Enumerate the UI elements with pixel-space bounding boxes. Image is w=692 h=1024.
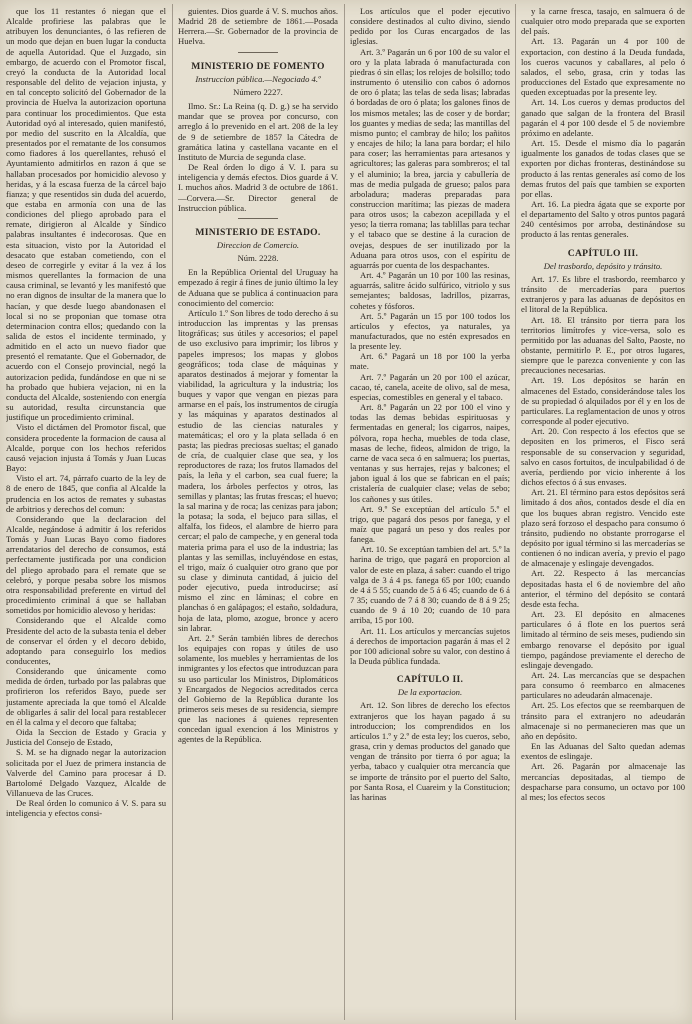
paragraph: Considerando que el Alcalde como Presidente del acto de la subasta tenia el deber de conservar el órden y el decoro debido, adoptando para conseguirlo los medios conducentes,	[6, 615, 166, 666]
column-2	[178, 6, 338, 1020]
paragraph: Art. 17. Es libre el trasbordo, reembarco y tránsito de mercaderías para puertos extranjeros y para las aduanas de depósitos en el litoral de la República.	[521, 273, 685, 315]
paragraph: Art. 10. Se exceptúan tambien del art. 5.º la harina de trigo, que pagará en proporcion al valor de este en plaza, á saber: cuando el trigo valga de 3 á 4 ps. fanega 65 por 100; cuando de 4 á 5 55; cuando de 5 á 6 45; cuando de 6 á 7 35; cuando de 7 á 8 30; cuando de 8 á 9 25; cuando de 9 á 10 20; cuando de 10 para arriba, 15 por 100.	[350, 544, 510, 626]
paragraph: En las Aduanas del Salto quedan ademas exentos de eslingaje.	[521, 741, 685, 762]
column-divider	[172, 4, 173, 1020]
paragraph: guientes. Dios guarde á V. S. muchos años. Madrid 28 de setiembre de 1861.—Posada Herrera.—Sr. Gobernador de la provincia de Huelva.	[178, 6, 338, 47]
paragraph: Art. 11. Los artículos y mercancías sujetos á derechos de importacion pagarán á mas el 2 por 100 adicional sobre su valor, con destino á la Deuda pública fundada.	[350, 625, 510, 666]
paragraph: De Real órden lo comunico á V. S. para su inteligencia y efectos consi-	[6, 798, 166, 819]
paragraph: Artículo 1.º Son libres de todo derecho á su introduccion las imprentas y las prensas litográficas; sus útiles y accesorios; el papel de uso exclusivo para imprimir; los libros y papeles impresos; los mapas y globos geográficos; toda clase de máquinas y aparatos destinados á mejorar y fomentar la viabilidad, la agricultura y la industria; los buques y vapor que vengan en piezas para armarse en el país, los instrumentos de cirugía y las máquinas y aparatos destinados al estudio de las ciencias naturales y matemáticas; el oro y la plata sellada ó en pasta; las piedras preciosas sueltas; el ganado de cría, de cualquier clase que sea, y los reproductores de raza; los frutos llamados del país, la leña y el carbon, sea cual fuere; la madera, los árboles perfectos y otros, las semillas y plantas; las frutas frescas; el huevo; la sal marina y de roca; las cenizas para jabon; la potasa; la soda, el bejuco para sillas, el alfalfa, los fideos, el alambre de hierro para cercar; el palo de campeche, y en general toda materia prima para el uso de la industria; las plantas y las semillas, incluyéndose en estas, el trigo, maíz ó cualquier otro grano que por su clase y diminuta cantidad, á juicio del poder ejecutivo, pueda introducirse; así mismo el zinc en láminas; el cobre en planchas ó en galápagos; el estaño, soldadura, hoja de lata, plomo, azogue, bronce y acero sin labrar.	[178, 307, 338, 633]
paragraph: Art. 4.º Pagarán un 10 por 100 las resinas, aguarrás, salitre ácido sulfúrico, vitriolo y sus semejantes; baldosas, ladrillos, pizarras, cohetes y fósforos.	[350, 270, 510, 311]
paragraph: De Real órden lo digo á V. I. para su inteligencia y demás efectos. Dios guarde á V. I. muchos años. Madrid 3 de octubre de 1861.—Corvera.—Sr. Director general de Instruccion pública.	[178, 162, 338, 213]
paragraph: Visto el art. 74, párrafo cuarto de la ley de 8 de enero de 1845, que confia al Alcalde la prudencia en los actos de remates y subastas de arbitrios y derechos del comun:	[6, 473, 166, 514]
paragraph: Art. 7.º Pagarán un 20 por 100 el azúcar, cacao, té, canela, aceite de olivo, sal de mesa, especias, comestibles en general y el tabaco.	[350, 371, 510, 402]
paragraph: Art. 23. El depósito en almacenes particulares ó á flote en los puertos será limitado al término de seis meses, pudiendo sin embargo renovarse el depósito por igual tiempo, pagándose previamente el derecho de eslingaje devengado.	[521, 609, 685, 670]
chapter-subheading: De la exportacion.	[397, 687, 463, 698]
divider	[238, 218, 278, 219]
paragraph: Art. 14. Los cueros y demas productos del ganado que salgan de la frontera del Brasil pagarán el 4 por 100 desde el 5 de noviembre próximo en adelante.	[521, 97, 685, 138]
divider	[238, 52, 278, 53]
section-subheading: Instruccion pública.—Negociado 4.º	[195, 73, 321, 84]
paragraph: Considerando que únicamente como medida de órden, turbado por las palabras que profirieron los referidos Bayo, puede ser justamente apreciada la que tomó el Alcalde de obligarles á salir del local para restablecer en él la calma y el decoro que faltaba;	[6, 666, 166, 727]
paragraph: Art. 9.º Se exceptúan del artículo 5.º el trigo, que pagará dos pesos por fanega, y el maíz que pagará un peso y dos reales por fanega.	[350, 503, 510, 545]
paragraph: Art. 16. La piedra ágata que se exporte por el departamento del Salto y otros puntos pagará 240 centésimos por arroba, destinándose su producto á las rentas generales.	[521, 198, 685, 240]
section-subheading: Direccion de Comercio.	[216, 239, 300, 250]
paragraph: Art. 8.º Pagarán un 22 por 100 el vino y todas las demas bebidas espirituosas y fermentadas en general; los cigarros, naipes, pólvora, ropa hecha, muebles de toda clase, masas de leche, fideos, almidon de trigo, la carne de vaca seca ó en salmuera; los puertas, ventanas y sus herrajes, rejas y balcones; el jabon igual á los que se fabrican en el país; cristalería de cualquier clase; velas de sebo; los cañones y sus útiles.	[350, 402, 510, 504]
paragraph: Art. 21. El término para estos depósitos será limitado á dos años, contados desde el día en que los buques abran registro. Vencido este plazo será forzoso el despacho para consumo ó tránsito, pudiendo no obstante prorrogarse el depósito por igual término si las mercaderías se contienen ó no indican avería, y previo el pago de almacenaje y eslingaje devengados.	[521, 487, 685, 569]
paragraph: Art. 24. Las mercancías que se despachen para consumo ó reembarco en almacenes particulares no adeudarán almacenaje.	[521, 670, 685, 701]
column-4	[521, 6, 685, 1020]
order-number: Núm. 2228.	[237, 253, 279, 264]
paragraph: Art. 25. Los efectos que se reembarquen de tránsito para el extranjero no adeudarán almacenaje si no permanecieren mas que un año en depósito.	[521, 700, 685, 741]
paragraph: Art. 3.º Pagarán un 6 por 100 de su valor el oro y la plata labrada ó manufacturada con piedras ó sin ellas; los relojes de bolsillo; todo instrumento ó utensilio con cabos ó adornos de oro ó plata; las telas de seda lisas; labradas ó bordadas de oro ó plata; los galones finos de los mismos metales; las de coser y de bordar; los guantes y medias de seda; las mantillas del mismo punto; el cambray de hilo; los pañitos y encajes de hilo; la lana para bordar; el hilo para coser; las herramientas para artesanos y agricultores; las galeras para sombreros; el tal y el aluminio; la brea, jarcia y cabullería de mas de media pulgada de grueso; palos para arboladura; maderas preparadas para construccion marítima; las piezas de madera para otros usos; la cabezon acepillada y el yeso; la tierra romana; las tablillas para techar y el tabaco que se destine á la curacion de ovejas, despues de ser inutilizado por la Aduana para otros usos, con el espíritu de aguarrás por cuenta de los despachantes.	[350, 46, 510, 270]
column-divider	[515, 4, 516, 1020]
paragraph: Art. 5.º Pagarán un 15 por 100 todos los artículos y efectos, ya naturales, ya manufacturados, que no estén expresados en la presente ley.	[350, 310, 510, 352]
paragraph: Oida la Seccion de Estado y Gracia y Justicia del Consejo de Estado,	[6, 727, 166, 748]
paragraph: Ilmo. Sr.: La Reina (q. D. g.) se ha servido mandar que se provea por concurso, con arreglo á lo prevenido en el art. 208 de la ley de 9 de setiembre de 1857 la Cátedra de gramática latina y castellana vacante en el Instituto de Murcia de segunda clase.	[178, 101, 338, 162]
column-divider	[344, 4, 345, 1020]
column-3	[350, 6, 510, 1020]
paragraph: Art. 15. Desde el mismo día lo pagarán igualmente los ganados de todas clases que se exporten por dichas fronteras, destinándose su producto á las rentas generales así como de los demas frutos del país que tambien se exporten por ellas.	[521, 138, 685, 199]
order-number: Número 2227.	[233, 86, 283, 97]
paragraph: Art. 13. Pagarán un 4 por 100 de exportacion, con destino á la Deuda fundada, los cueros vacunos y caballares, al pelo ó salados, el sebo, grasa, crin y todas las producciones del Estado que expresamente no queden exceptuadas por la presente ley.	[521, 36, 685, 98]
section-heading-estado: MINISTERIO DE ESTADO.	[195, 226, 321, 238]
paragraph: S. M. se ha dignado negar la autorizacion solicitada por el Juez de primera instancia de Valverde del Camino para procesar á D. Bartolomé Delgado Vazquez, Alcalde de Villanueva de las Cruces.	[6, 747, 166, 799]
chapter-heading: CAPÍTULO II.	[396, 674, 464, 686]
paragraph: que los 11 restantes ó niegan que el Alcalde profiriese las palabras que le atribuyen los denunciantes, ó las refieren de un modo que dejan en buen lugar la conducta de aquella Autoridad. Que el Juzgado, sin embargo, de acuerdo con el Promotor fiscal, creyó la conducta de la Autoridad local responsable del delito de vejacion injusta, y en tal concepto solicitó del Gobernador de la provincia de Huelva la autorizacion oportuna para continuar los procedimientos. Que esta Autoridad oyó al interesado, quien manifestó, por medio del suscrito en la Alcaldía, que presentados por el rematante de los consumos como fiadores á los querellantes, rehusó el Ayuntamiento admitirlos en razon á que se hallaban procesados por homicidio alevoso y heridas, y á la escasa fuerza de la cárcel bajo fianza; y que resentidos sin duda del acuerdo, que estaba en armonía con una de las condiciones del pliego aprobado para el remate, dirigieron al Alcalde y Síndico palabras insultantes é indecorosas. Que en esta situacion, visto por la Autoridad el desacato que estaban cometiendo, con el deseo de corregirle y evitar á la vez á los mismos querellantes la formacion de una causa criminal, se levantó y les manifestó que no eran dignos de insultar de la manera que lo hacían, y que desde luego abandonasen el local si no se proponian que tomase otra determinacion contra ellos; quedando con la salida de estos el incidente terminado, y admitido en el acto un nuevo fiador que presentó el rematante. Que el Gobernador, de acuerdo con el Consejo provincial, negó la autorizacion pedida, fundándose en que ni se ha probado que hubiera vejacion, ni en la conducta del Alcalde, sosteniendo con energía su autoridad, resulta circunstancia que justifique un procedimiento criminal.	[6, 6, 166, 423]
paragraph: Considerando que la declaracion del Alcalde, negándose á admitir á los referidos Tomás y Juan Lucas Bayo como fiadores arrendatarios del derecho de consumos, está perfectamente justificada por una condicion del pliego aprobado para el remate que se celebró, y porque pesaba sobre los mismos otra responsabilidad preferente en virtud del procedimiento criminal á que se hallaban sometidos por homicidio alevoso y heridas:	[6, 513, 166, 616]
paragraph: Art. 2.º Serán también libres de derechos los equipajes con ropas y útiles de uso solamente, los muebles y herramientas de los inmigrantes y los efectos que introduzcan para su uso particular los Ministros, Diplomáticos y Encargados de Negocios acreditados cerca del Gobierno de la República durante los primeros seis meses de su residencia, siempre que las naciones á quienes representen concedan igual exencion á los Ministros y agentes de la República.	[178, 632, 338, 745]
section-heading-fomento: MINISTERIO DE FOMENTO	[191, 60, 325, 72]
paragraph: Los artículos que el poder ejecutivo considere destinados al culto divino, siendo pedido por los Curas encargados de las iglesias.	[350, 6, 510, 47]
chapter-subheading: Del trasbordo, depósito y tránsito.	[543, 260, 663, 271]
paragraph: Art. 6.º Pagará un 18 por 100 la yerba mate.	[350, 351, 510, 372]
paragraph: Visto el dictámen del Promotor fiscal, que considera procedente la formacion de causa al Alcalde, porque con los hechos referidos causó vejacion injusta á Tomás y Juan Lucas Bayo:	[6, 422, 166, 474]
column-1	[6, 6, 166, 1020]
paragraph: En la República Oriental del Uruguay ha empezado á regir á fines de junio último la ley de Aduana que se publica á continuacion para conocimiento del comercio:	[178, 267, 338, 308]
paragraph: Art. 18. El tránsito por tierra para los territorios limítrofes y vice-versa, solo es permitido por las aduanas del Salto, Paoste, no obstante, permitirlo P. E., por otros lugares, siempre que le parezca conveniente y con las precauciones necesarias.	[521, 314, 685, 376]
paragraph: Art. 19. Los depósitos se harán en almacenes del Estado, considerándose tales los de su propiedad ó alquilados por él y en los de particulares. La reglamentacion de unos y otros corresponde al poder ejecutivo.	[521, 375, 685, 427]
chapter-heading: CAPÍTULO III.	[567, 247, 639, 259]
paragraph: Art. 20. Con respecto á los efectos que se depositen en los primeros, el Fisco será responsable de su conservacion y seguridad, salvo en casos fortuitos, de inculpabilidad ó de avería, perdiendo por vicio inherente á los dichos efectos ó á sus envases.	[521, 426, 685, 488]
paragraph: Art. 22. Respecto á las mercancías depositadas hasta el 6 de noviembre del año anterior, el término del depósito se contará desde esta fecha.	[521, 568, 685, 609]
paragraph: Art. 26. Pagarán por almacenaje las mercancías depositadas, al tiempo de despacharse para consumo, un octavo por 100 al mes; los efectos secos	[521, 761, 685, 802]
paragraph: y la carne fresca, tasajo, en salmuera ó de cualquier otro modo preparada que se exporten del país.	[521, 6, 685, 37]
paragraph: Art. 12. Son libres de derecho los efectos extranjeros que los hayan pagado á su introduccion; los comprendidos en los artículos 1.º y 2.º de esta ley; los cueros, sebo, grasa, crin y demas productos del ganado que vengan de tránsito por tierra ó por agua; la yerba, tabaco y cualquier otra mercancía que se importe de tránsito por el puerto del Salto, por Santa Rosa, el Cuareim y la Constitucion; las harinas	[350, 700, 510, 802]
